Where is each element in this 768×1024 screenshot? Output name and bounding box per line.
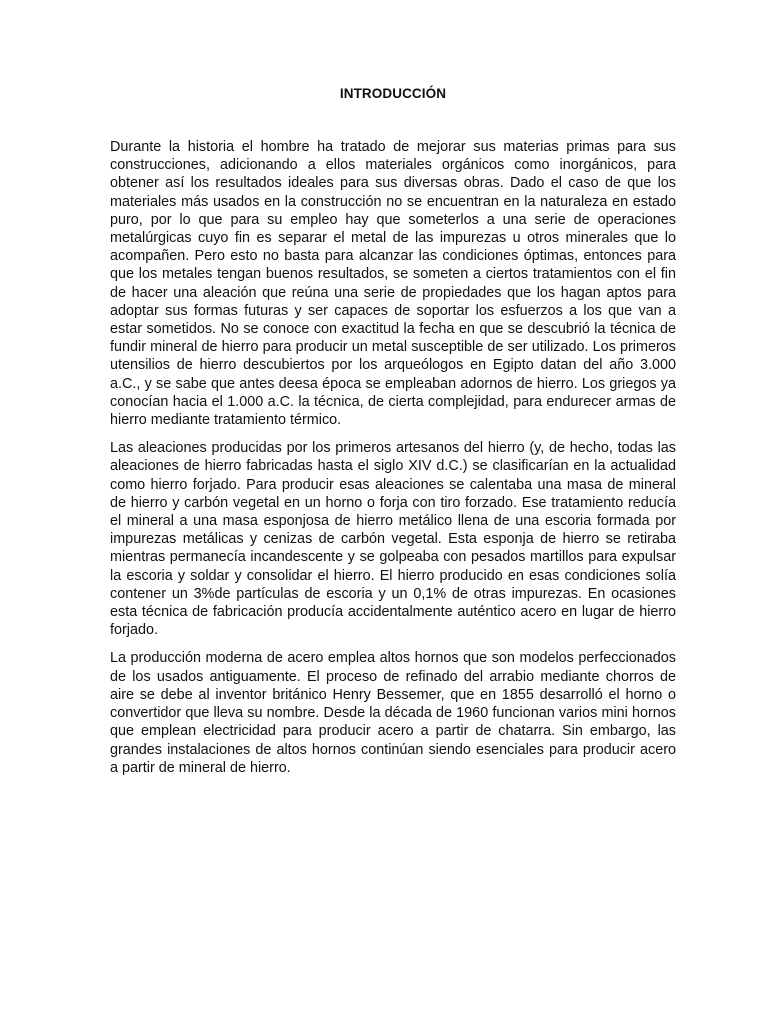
paragraph-2: Las aleaciones producidas por los primeros artesanos del hierro (y, de hecho, todas las aleaciones de hierro fabricadas hasta el siglo XIV d.C.) se clasificarían en la actualidad como hierro forjado. Para producir esas aleaciones se calentaba una masa de mineral de hierro y carbón vegetal en un horno o forja con tiro forzado. Ese tratamiento reducía el mineral a una masa esponjosa de hierro metálico llena de una escoria formada por impurezas metálicas y cenizas de carbón vegetal. Esta esponja de hierro se retiraba mientras permanecía incandescente y se golpeaba con pesados martillos para expulsar la escoria y soldar y consolidar el hierro. El hierro producido en esas condiciones solía contener un 3%de partículas de escoria y un 0,1% de otras impurezas. En ocasiones esta técnica de fabricación producía accidentalmente auténtico acero en lugar de hierro forjado. [110, 440, 676, 639]
document-title: INTRODUCCIÓN [339, 86, 447, 101]
paragraph-3: La producción moderna de acero emplea altos hornos que son modelos perfeccionados de los usados antiguamente. El proceso de refinado del arrabio mediante chorros de aire se debe al inventor británico Henry Bessemer, que en 1855 desarrolló el horno o convertidor que lleva su nombre. Desde la década de 1960 funcionan varios mini hornos que emplean electricidad para producir acero a partir de chatarra. Sin embargo, las grandes instalaciones de altos hornos continúan siendo esenciales para producir acero a partir de mineral de hierro. [110, 650, 676, 776]
document-body [110, 84, 676, 787]
paragraph-1: Durante la historia el hombre ha tratado de mejorar sus materias primas para sus construcciones, adicionando a ellos materiales orgánicos como inorgánicos, para obtener así los resultados ideales para sus diversas obras. Dado el caso de que los materiales más usados en la construcción no se encuentran en la naturaleza en estado puro, por lo que para su empleo hay que someterlos a una serie de operaciones metalúrgicas cuyo fin es separar el metal de las impurezas u otros minerales que lo acompañen. Pero esto no basta para alcanzar las condiciones óptimas, entonces para que los metales tengan buenos resultados, se someten a ciertos tratamientos con el fin de hacer una aleación que reúna una serie de propiedades que los hagan aptos para adoptar sus formas futuras y ser capaces de soportar los esfuerzos a los que van a estar sometidos. No se conoce con exactitud la fecha en que se descubrió la técnica de fundir mineral de hierro para producir un metal susceptible de ser utilizado. Los primeros utensilios de hierro descubiertos por los arqueólogos en Egipto datan del año 3.000 a.C., y se sabe que antes deesa época se empleaban adornos de hierro. Los griegos ya conocían hacia el 1.000 a.C. la técnica, de cierta complejidad, para endurecer armas de hierro mediante tratamiento térmico. [110, 139, 676, 429]
